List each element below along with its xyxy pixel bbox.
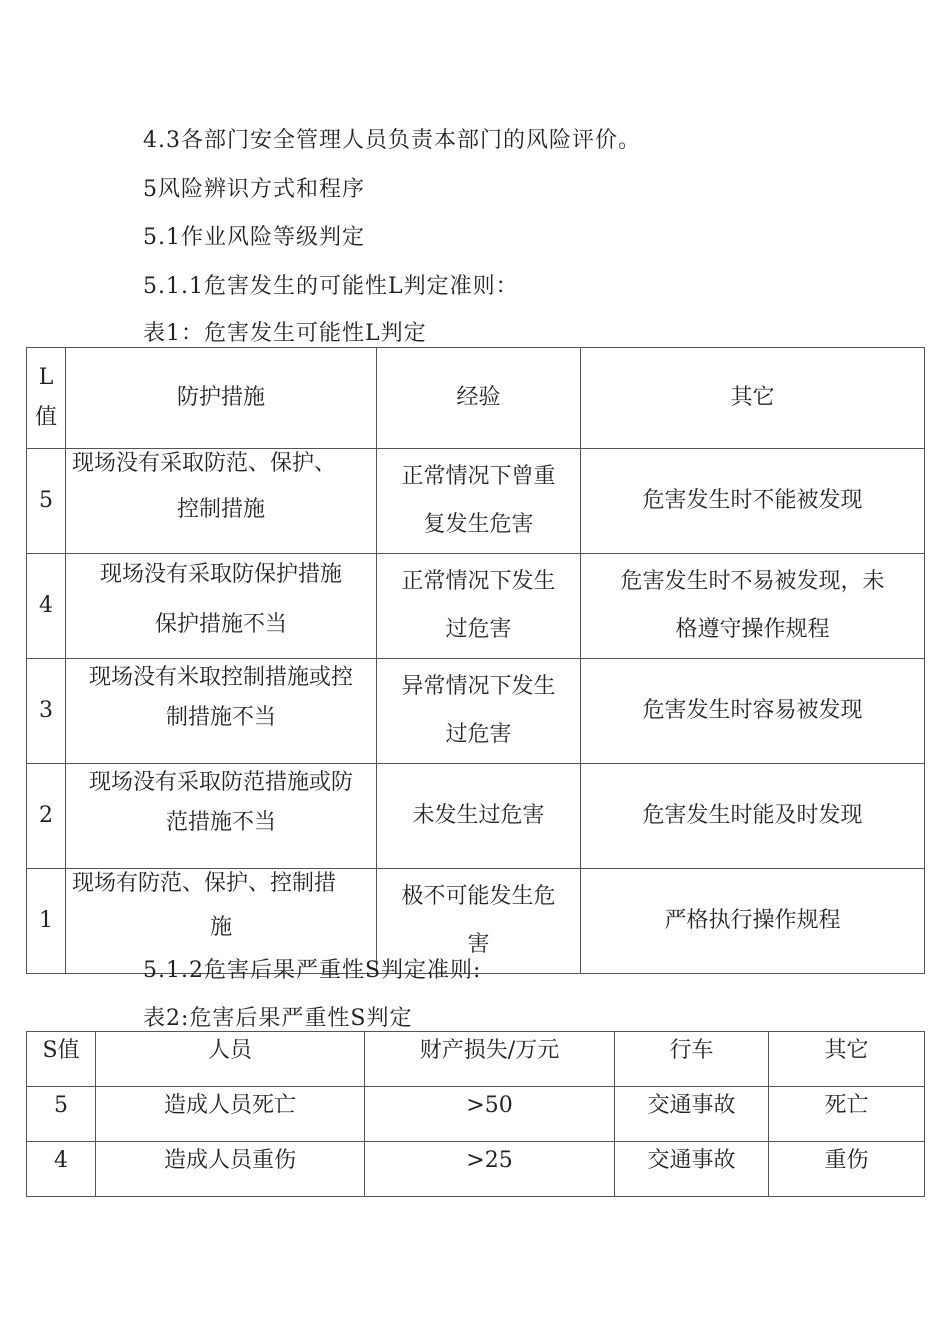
header-property: 财产损失/万元 xyxy=(365,1032,615,1087)
table2-caption: 表2:危害后果严重性S判定 xyxy=(143,1006,413,1031)
cell-l: 3 xyxy=(27,659,66,764)
cell-other-line: 危害发生时不能被发现 xyxy=(642,488,863,513)
table-row xyxy=(27,449,925,554)
cell-experience-line: 极不可能发生危 xyxy=(401,884,556,909)
cell-l: 2 xyxy=(27,764,66,869)
cell-experience xyxy=(377,659,581,764)
cell-other-line: 危害发生时能及时发现 xyxy=(642,803,863,828)
cell-other-line: 格遵守操作规程 xyxy=(675,617,830,642)
heading-5-1: 5.1作业风险等级判定 xyxy=(143,225,365,250)
cell-experience-line: 正常情况下曾重 xyxy=(401,464,556,489)
cell-s: 5 xyxy=(27,1087,96,1142)
heading-5-1-1: 5.1.1危害发生的可能性L判定准则： xyxy=(143,274,519,299)
table-severity xyxy=(26,1031,925,1197)
cell-protection-line: 现场没有采取防范措施或防 xyxy=(88,770,353,795)
cell-other xyxy=(581,764,925,869)
cell-experience-line: 害 xyxy=(467,932,490,957)
cell-person: 造成人员重伤 xyxy=(96,1142,365,1197)
cell-experience xyxy=(377,449,581,554)
table-row xyxy=(27,659,925,764)
cell-protection-line: 制措施不当 xyxy=(165,705,276,730)
table-row xyxy=(27,1087,925,1142)
header-other: 其它 xyxy=(581,348,925,449)
cell-other xyxy=(581,449,925,554)
cell-s: 4 xyxy=(27,1142,96,1197)
cell-l: 5 xyxy=(27,449,66,554)
cell-other xyxy=(581,869,925,974)
cell-l: 1 xyxy=(27,869,66,974)
cell-protection-line: 现场没有米取控制措施或控 xyxy=(88,665,353,690)
table-likelihood xyxy=(26,347,925,974)
cell-protection xyxy=(66,449,377,554)
table-row xyxy=(27,764,925,869)
header-l-line1: L xyxy=(38,365,54,390)
cell-experience-line: 正常情况下发生 xyxy=(401,569,556,594)
cell-experience-line: 异常情况下发生 xyxy=(401,674,556,699)
header-other: 其它 xyxy=(769,1032,925,1087)
cell-traffic: 交通事故 xyxy=(615,1142,769,1197)
header-l-line2: 值 xyxy=(34,405,57,430)
heading-5-1-2: 5.1.2危害后果严重性S判定准则: xyxy=(143,958,482,983)
table-row xyxy=(27,1142,925,1197)
table-row xyxy=(27,554,925,659)
cell-other-line: 危害发生时不易被发现，未 xyxy=(620,569,885,594)
cell-traffic: 交通事故 xyxy=(615,1087,769,1142)
cell-person: 造成人员死亡 xyxy=(96,1087,365,1142)
cell-experience xyxy=(377,554,581,659)
header-protection: 防护措施 xyxy=(66,348,377,449)
header-s-value: S值 xyxy=(27,1032,96,1087)
cell-experience-line: 过危害 xyxy=(445,722,512,747)
cell-protection xyxy=(66,554,377,659)
cell-protection xyxy=(66,764,377,869)
cell-protection-line: 现场没有采取防范、保护、 xyxy=(72,451,337,476)
cell-other xyxy=(581,659,925,764)
cell-other xyxy=(581,554,925,659)
header-person: 人员 xyxy=(96,1032,365,1087)
cell-experience-line: 复发生危害 xyxy=(423,512,534,537)
table-header-row xyxy=(27,348,925,449)
cell-other: 重伤 xyxy=(769,1142,925,1197)
cell-protection-line: 现场有防范、保护、控制措 xyxy=(72,871,337,896)
header-experience: 经验 xyxy=(377,348,581,449)
cell-protection-line: 施 xyxy=(209,915,232,940)
cell-other-line: 危害发生时容易被发现 xyxy=(642,698,863,723)
cell-l: 4 xyxy=(27,554,66,659)
cell-protection-line: 现场没有采取防保护措施 xyxy=(99,562,342,587)
table1-caption: 表1：危害发生可能性L判定 xyxy=(143,321,427,346)
cell-other: 死亡 xyxy=(769,1087,925,1142)
cell-protection-line: 保护措施不当 xyxy=(154,612,287,637)
cell-experience-line: 未发生过危害 xyxy=(412,803,545,828)
cell-property: >50 xyxy=(365,1087,615,1142)
cell-protection xyxy=(66,659,377,764)
cell-experience-line: 过危害 xyxy=(445,617,512,642)
heading-5: 5风险辨识方式和程序 xyxy=(143,177,365,202)
para-4-3: 4.3各部门安全管理人员负责本部门的风险评价。 xyxy=(143,128,641,153)
cell-protection-line: 控制措施 xyxy=(176,497,265,522)
table-header-row xyxy=(27,1032,925,1087)
cell-experience xyxy=(377,764,581,869)
header-traffic: 行车 xyxy=(615,1032,769,1087)
cell-property: >25 xyxy=(365,1142,615,1197)
cell-protection-line: 范措施不当 xyxy=(165,810,276,835)
header-l-value xyxy=(27,348,66,449)
cell-other-line: 严格执行操作规程 xyxy=(664,908,841,933)
